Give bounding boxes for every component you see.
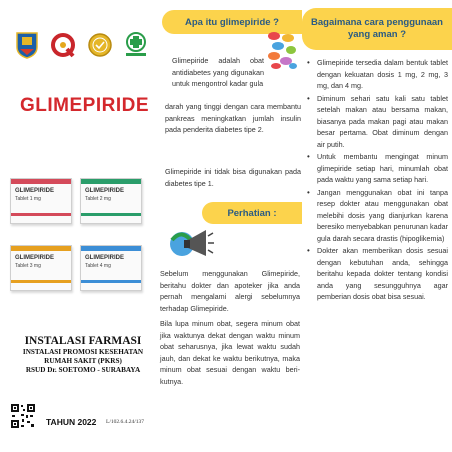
box-name: GLIMEPIRIDE [15, 255, 55, 261]
list-item: • Glimepiride tersedia dalam bentuk tablet dengan kekuatan dosis 1 mg, 2 mg, 3 mg, dan 4 mg. [304, 57, 448, 92]
left-panel [0, 0, 150, 452]
box-dose: Tablet 4 mg [85, 263, 111, 269]
usage-heading-banner [302, 8, 452, 50]
medicine-box-2mg [80, 178, 142, 224]
box-name: GLIMEPIRIDE [15, 188, 55, 194]
medicine-box-3mg [10, 245, 72, 291]
perhatian-paragraph-1: Sebelum menggunakan Glimepiride, beritahu dokter dan apoteker jika anda pernah mengalami alergi sebelumnya terhadap Glimepiride. [160, 269, 300, 313]
usage-list [304, 57, 448, 304]
box-bar [11, 280, 71, 283]
year-label: TAHUN 2022 [46, 417, 97, 427]
pills-icon [266, 28, 298, 70]
box-stripe [11, 246, 71, 251]
apa-heading: Apa itu glimepiride ? [185, 16, 279, 28]
perhatian-paragraph-2: Bila lupa minum obat, segera minum obat jika waktunya dekat dengan waktu minum obat seharusnya, jika lewat waktu sudah jauh, dan dekat ke waktu berikutnya, maka minum obat sesuai dengan waktu beri-kutnya. [160, 319, 300, 386]
list-item: • Untuk membantu mengingat minum glimepiride setiap hari, minumlah obat pada waktu yang sama setiap hari. [304, 151, 448, 186]
box-dose: Tablet 3 mg [15, 263, 41, 269]
institution-line: RSUD Dr. SOETOMO - SURABAYA [25, 366, 141, 374]
institution-title: INSTALASI FARMASI [24, 335, 142, 347]
box-bar [81, 280, 141, 283]
box-bar [11, 213, 71, 216]
list-item: • Diminum sehari satu kali satu tablet setelah makan atau bersama makan, biasanya pada makan pagi atau makan besar pertama. Obat diminum dengan air putih. [304, 93, 448, 151]
megaphone-icon [168, 222, 214, 266]
box-stripe [81, 179, 141, 184]
box-dose: Tablet 1 mg [15, 196, 41, 202]
q-logo-icon [50, 31, 76, 59]
gold-seal-icon [87, 31, 113, 59]
box-name: GLIMEPIRIDE [85, 255, 125, 261]
institution-line: INSTALASI PROMOSI KESEHATAN [22, 348, 144, 356]
logo-row [14, 28, 149, 62]
institution-line: RUMAH SAKIT (PKRS) [44, 357, 122, 365]
qr-code-icon [10, 403, 36, 429]
perhatian-heading: Perhatian : [227, 207, 277, 219]
medicine-box-4mg [80, 245, 142, 291]
east-java-crest-icon [14, 31, 40, 59]
box-bar [81, 213, 141, 216]
box-name: GLIMEPIRIDE [85, 188, 125, 194]
list-item: • Jangan menggunakan obat ini tanpa resep dokter atau menggunakan obat melebihi dosis yang dianjurkan karena beresiko menyebabkan penurunan kadar gula darah secara drastis (hipoglikemia) [304, 187, 448, 245]
usage-heading-line-2: yang aman ? [347, 29, 407, 40]
institution-block [16, 335, 150, 375]
box-stripe [11, 179, 71, 184]
box-dose: Tablet 2 mg [85, 196, 111, 202]
list-item: • Dokter akan memberikan dosis sesuai dengan kebutuhan anda, sehingga beritahu kepada dokter tentang kondisi anda yang sesungguhnya agar pemberian dosis obat bisa sesuai. [304, 245, 448, 303]
product-title: GLIMEPIRIDE [20, 95, 150, 116]
document-code: L/102.6.4.24/137 [106, 419, 145, 425]
medicine-box-1mg [10, 178, 72, 224]
apa-paragraph-2: Glimepiride ini tidak bisa digunakan pada diabetes tipe 1. [165, 167, 301, 188]
apa-paragraph-1: Glimepiride adalah obat antidiabetes yang digunakan untuk mengontrol kadar gula [172, 56, 264, 88]
perhatian-heading-banner [202, 202, 302, 224]
box-stripe [81, 246, 141, 251]
apa-paragraph-1-continued: darah yang tinggi dengan cara membantu pankreas meningkatkan jumlah insulin pada penderita diabetes tipe 2. [165, 102, 301, 134]
usage-heading-line-1: Bagaimana cara penggunaan [311, 17, 443, 28]
hospital-cross-icon [123, 31, 149, 59]
